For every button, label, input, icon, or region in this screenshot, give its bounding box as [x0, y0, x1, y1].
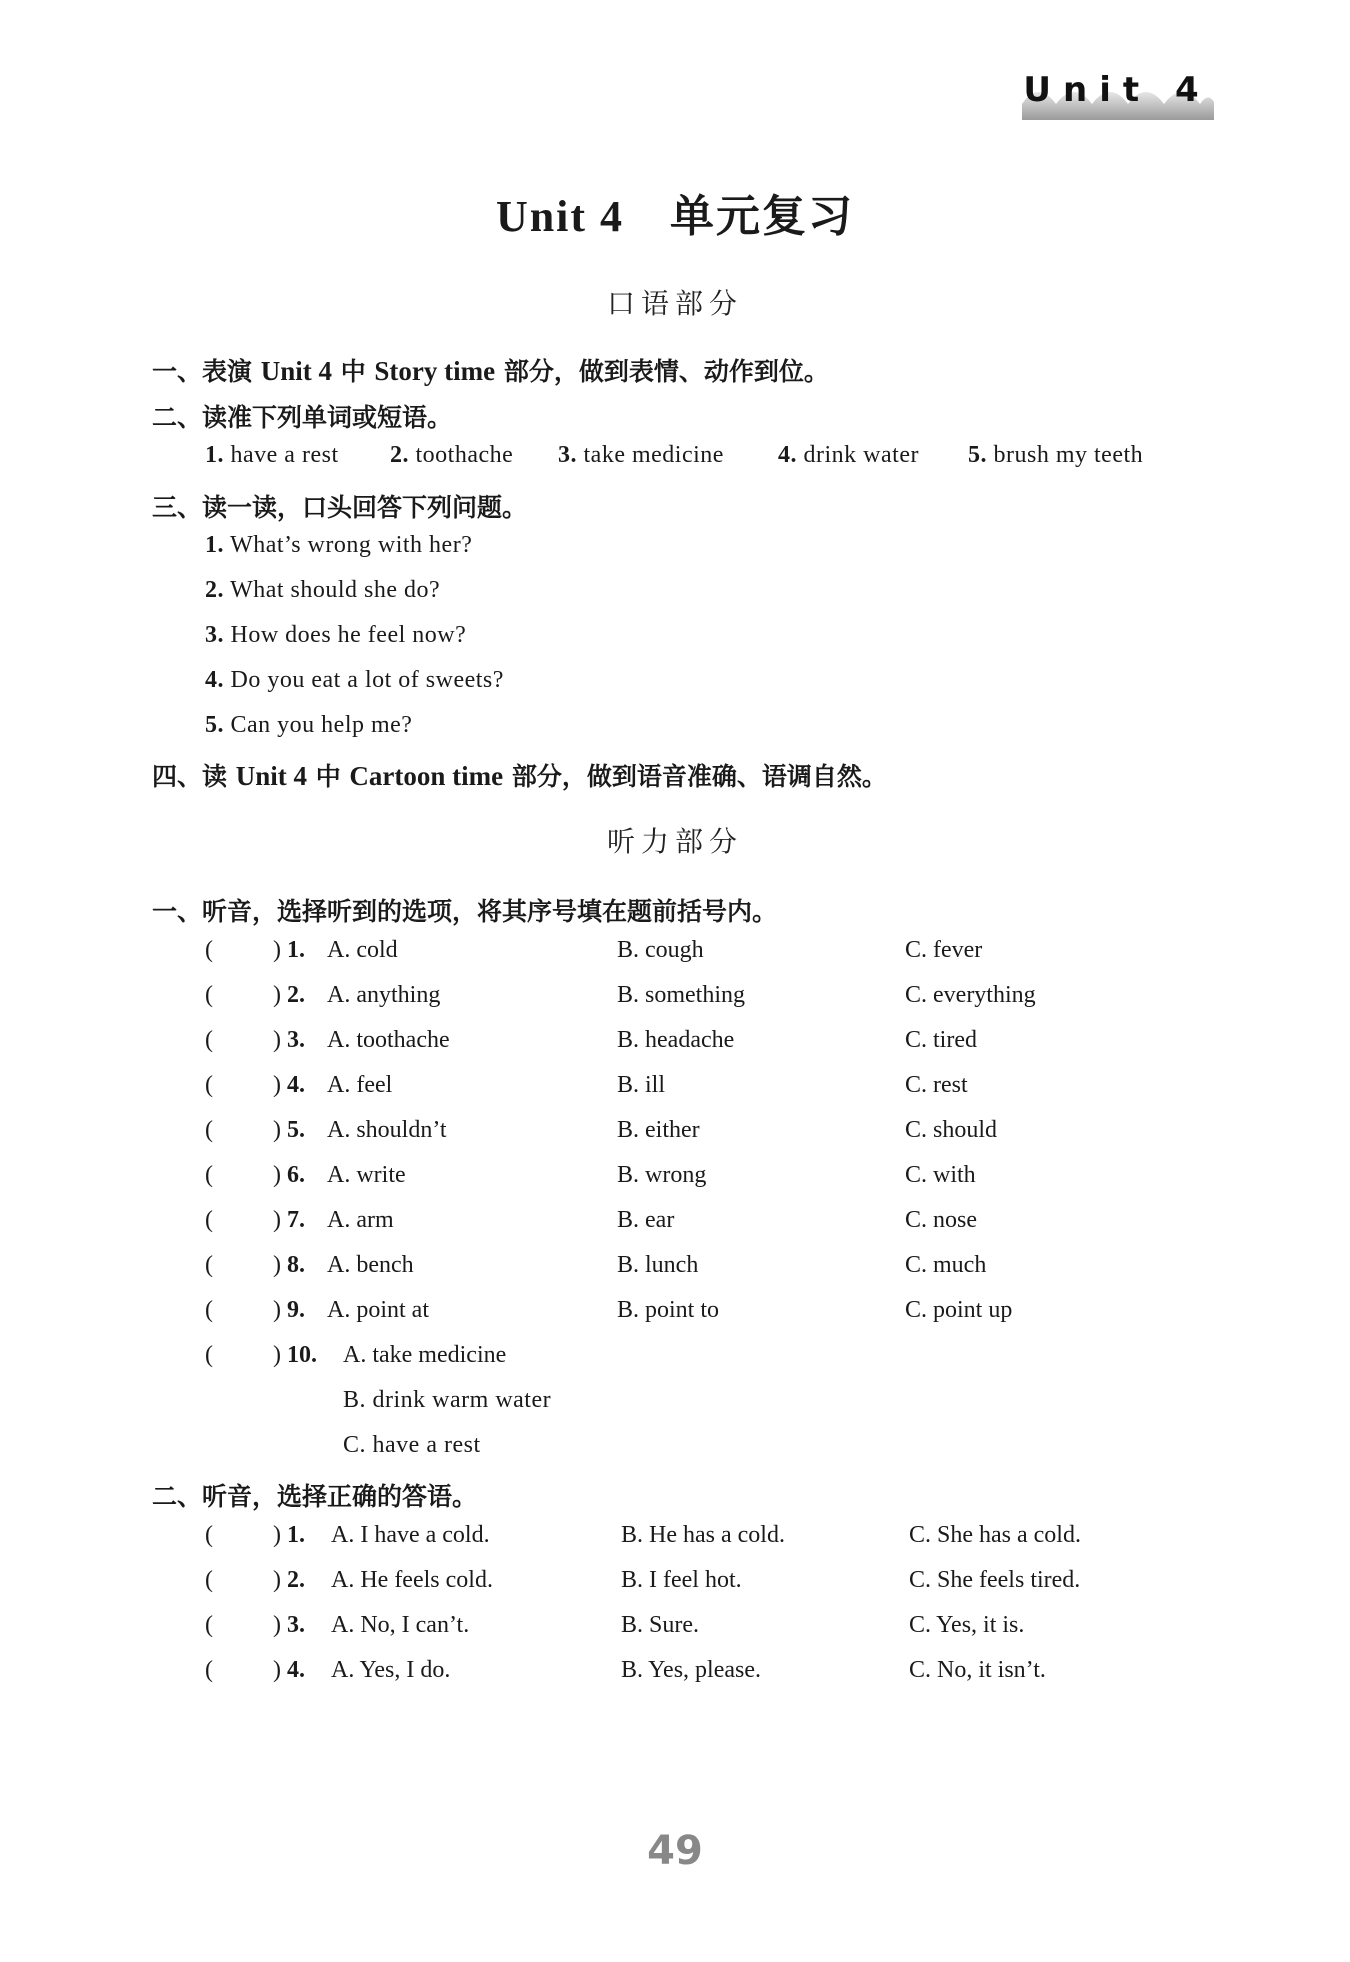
question-num: 1.	[205, 532, 224, 558]
option-a: A. He feels cold.	[331, 1567, 493, 1593]
answer-paren-close[interactable]: )	[273, 1072, 281, 1098]
option-c: C. rest	[905, 1072, 968, 1098]
listening-section-label: 听力部分	[606, 827, 743, 858]
option-c: C. tired	[905, 1027, 977, 1053]
option-a: A. arm	[327, 1207, 394, 1233]
oral-h1-suffix: 部分，做到表情、动作到位。	[495, 357, 829, 386]
word-item: have a rest	[230, 442, 339, 468]
word-num: 3.	[558, 442, 577, 468]
option-a: A. shouldn’t	[327, 1117, 447, 1143]
option-b: B. He has a cold.	[621, 1522, 785, 1548]
option-c: C. No, it isn’t.	[909, 1657, 1046, 1683]
question-item	[205, 712, 412, 739]
option-c: C. nose	[905, 1207, 977, 1233]
word-list	[968, 442, 1143, 469]
question-text: Do you eat a lot of sweets?	[230, 667, 504, 693]
listening-heading-1: 一、听音，选择听到的选项，将其序号填在题前括号内。	[152, 897, 778, 926]
question-item	[205, 667, 504, 694]
option-b: B. I feel hot.	[621, 1567, 742, 1593]
item-number: 10.	[287, 1342, 317, 1368]
option-b: B. cough	[617, 937, 704, 963]
listening-item-row	[205, 1207, 1205, 1247]
answer-paren-open: (	[205, 1567, 213, 1593]
answer-paren-close[interactable]: )	[273, 937, 281, 963]
oral-h4-unit: Unit 4	[235, 761, 307, 791]
word-item: brush my teeth	[993, 442, 1144, 468]
item-number: 2.	[287, 1567, 305, 1593]
answer-paren-close[interactable]: )	[273, 1027, 281, 1053]
answer-paren-close[interactable]: )	[273, 1207, 281, 1233]
answer-paren-close[interactable]: )	[273, 1162, 281, 1188]
option-c: C. with	[905, 1162, 976, 1188]
answer-paren-close[interactable]: )	[273, 1657, 281, 1683]
listening-item-row	[205, 1072, 1205, 1112]
listening-item-row	[205, 1027, 1205, 1067]
oral-heading-2: 二、读准下列单词或短语。	[152, 403, 453, 432]
option-a: A. I have a cold.	[331, 1522, 490, 1548]
option-b: B. headache	[617, 1027, 735, 1053]
oral-h1-story: Story time	[374, 356, 496, 386]
question-item	[205, 622, 466, 649]
option-b: B. point to	[617, 1297, 720, 1323]
answer-paren-open: (	[205, 1297, 213, 1323]
answer-paren-open: (	[205, 1207, 213, 1233]
word-num: 2.	[390, 442, 409, 468]
answer-paren-open: (	[205, 1612, 213, 1638]
oral-heading-1	[152, 352, 829, 388]
listening-item-row	[205, 1162, 1205, 1202]
oral-h4-mid: 中	[306, 762, 350, 791]
option-c: C. point up	[905, 1297, 1013, 1323]
option-c: C. Yes, it is.	[909, 1612, 1025, 1638]
oral-section-label: 口语部分	[606, 289, 743, 320]
option-b: B. Yes, please.	[621, 1657, 762, 1683]
word-list	[390, 442, 513, 469]
option-a: A. anything	[327, 982, 441, 1008]
question-num: 5.	[205, 712, 224, 738]
option-a: A. Yes, I do.	[331, 1657, 451, 1683]
answer-paren-close[interactable]: )	[273, 1297, 281, 1323]
option-a: A. point at	[327, 1297, 429, 1323]
word-list	[205, 442, 339, 469]
question-text: What’s wrong with her?	[230, 532, 473, 558]
answer-paren-close[interactable]: )	[273, 1567, 281, 1593]
option-b: B. either	[617, 1117, 700, 1143]
item-number: 1.	[287, 1522, 305, 1548]
answer-paren-open: (	[205, 1252, 213, 1278]
item-number: 5.	[287, 1117, 305, 1143]
listening-item-row	[205, 1252, 1205, 1292]
oral-heading-3: 三、读一读，口头回答下列问题。	[152, 493, 528, 522]
option-b: B. Sure.	[621, 1612, 699, 1638]
unit-tab-label: Unit 4	[1023, 70, 1211, 110]
item-number: 4.	[287, 1072, 305, 1098]
answer-paren-open: (	[205, 1342, 213, 1368]
answer-paren-open: (	[205, 1072, 213, 1098]
option-c: C. fever	[905, 937, 983, 963]
listening-item-row	[205, 937, 1205, 977]
item-number: 2.	[287, 982, 305, 1008]
oral-h4-suffix: 部分，做到语音准确、语调自然。	[503, 762, 887, 791]
option-b: B. something	[617, 982, 746, 1008]
answer-paren-close[interactable]: )	[273, 1342, 281, 1368]
oral-h4-cartoon: Cartoon time	[349, 761, 504, 791]
word-list	[778, 442, 919, 469]
item-number: 8.	[287, 1252, 305, 1278]
option-a: A. cold	[327, 937, 398, 963]
word-num: 4.	[778, 442, 797, 468]
answer-item-row	[205, 1657, 1205, 1697]
listening-heading-2: 二、听音，选择正确的答语。	[152, 1482, 478, 1511]
option-c: C. everything	[905, 982, 1036, 1008]
item-number: 7.	[287, 1207, 305, 1233]
word-num: 5.	[968, 442, 987, 468]
item-number: 3.	[287, 1612, 305, 1638]
option-a: A. take medicine	[343, 1342, 507, 1368]
answer-paren-close[interactable]: )	[273, 1612, 281, 1638]
option-c: C. She feels tired.	[909, 1567, 1081, 1593]
oral-h4-prefix: 四、读	[152, 762, 236, 791]
answer-item-row	[205, 1567, 1205, 1607]
option-c: C. She has a cold.	[909, 1522, 1081, 1548]
option-c: C. much	[905, 1252, 987, 1278]
question-text: What should she do?	[230, 577, 441, 603]
option-b: B. lunch	[617, 1252, 699, 1278]
oral-heading-4	[152, 757, 887, 793]
answer-paren-open: (	[205, 1027, 213, 1053]
answer-paren-close[interactable]: )	[273, 1252, 281, 1278]
listening-item-row	[205, 982, 1205, 1022]
oral-h1-unit: Unit 4	[260, 356, 332, 386]
answer-paren-open: (	[205, 1522, 213, 1548]
word-item: toothache	[415, 442, 514, 468]
answer-paren-open: (	[205, 1657, 213, 1683]
page-title: Unit 4 单元复习	[495, 192, 855, 241]
word-item: drink water	[803, 442, 919, 468]
answer-paren-close[interactable]: )	[273, 1522, 281, 1548]
question-item	[205, 577, 440, 604]
listening-item-row	[205, 1117, 1205, 1157]
item-number: 3.	[287, 1027, 305, 1053]
answer-paren-close[interactable]: )	[273, 982, 281, 1008]
question-num: 2.	[205, 577, 224, 603]
question-num: 4.	[205, 667, 224, 693]
option-b: B. drink warm water	[343, 1387, 552, 1413]
page-number: 49	[647, 1828, 703, 1874]
answer-paren-open: (	[205, 1117, 213, 1143]
option-a: A. toothache	[327, 1027, 450, 1053]
answer-paren-open: (	[205, 937, 213, 963]
item-number: 1.	[287, 937, 305, 963]
answer-item-row	[205, 1612, 1205, 1652]
item-number: 9.	[287, 1297, 305, 1323]
option-a: A. feel	[327, 1072, 393, 1098]
listening-item-row	[205, 1297, 1205, 1337]
word-item: take medicine	[583, 442, 724, 468]
question-item	[205, 532, 472, 559]
option-b: B. ill	[617, 1072, 666, 1098]
word-list	[558, 442, 724, 469]
oral-h1-mid: 中	[331, 357, 375, 386]
answer-paren-open: (	[205, 1162, 213, 1188]
option-a: A. bench	[327, 1252, 414, 1278]
answer-paren-close[interactable]: )	[273, 1117, 281, 1143]
item-number: 4.	[287, 1657, 305, 1683]
question-num: 3.	[205, 622, 224, 648]
option-c: C. should	[905, 1117, 998, 1143]
item-number: 6.	[287, 1162, 305, 1188]
question-text: How does he feel now?	[230, 622, 467, 648]
unit-tab	[1018, 62, 1216, 122]
option-c: C. have a rest	[343, 1432, 481, 1458]
option-a: A. No, I can’t.	[331, 1612, 470, 1638]
word-num: 1.	[205, 442, 224, 468]
answer-item-row	[205, 1522, 1205, 1562]
answer-paren-open: (	[205, 982, 213, 1008]
option-b: B. ear	[617, 1207, 675, 1233]
option-a: A. write	[327, 1162, 406, 1188]
option-b: B. wrong	[617, 1162, 707, 1188]
listening-item-10	[205, 1342, 1205, 1382]
question-text: Can you help me?	[230, 712, 413, 738]
oral-h1-prefix: 一、表演	[152, 357, 261, 386]
